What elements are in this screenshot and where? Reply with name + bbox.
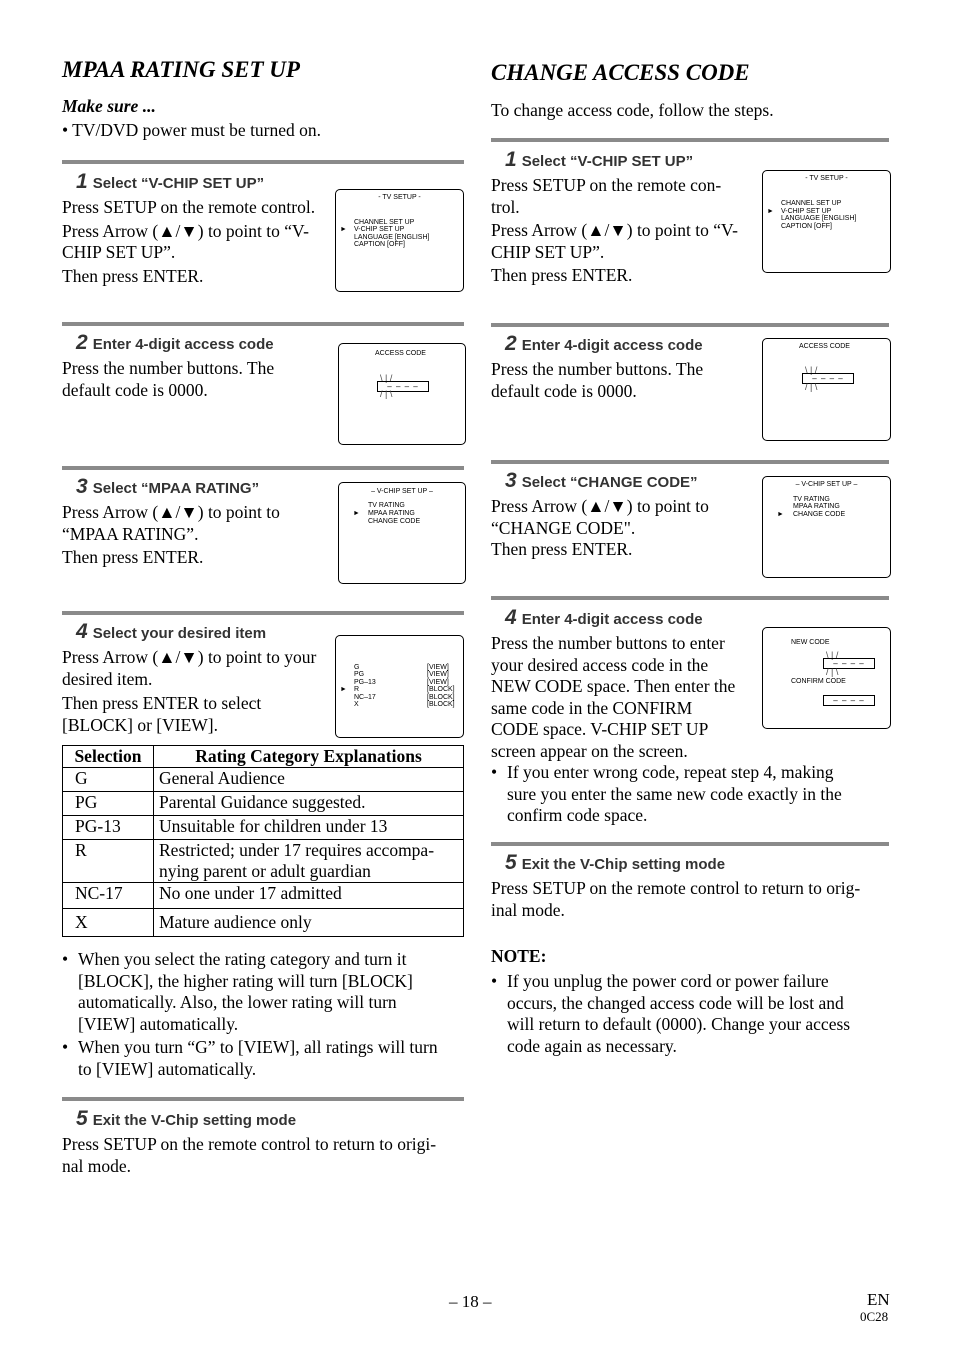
table-cell: Mature audience only [154, 909, 464, 937]
step-number: 1 [505, 148, 517, 171]
text-line: Then press ENTER. [491, 265, 633, 285]
menu-item: CHANNEL SET UP [781, 200, 842, 207]
table-cell: G [63, 768, 154, 792]
rating-table [62, 745, 464, 937]
step-heading [505, 148, 693, 172]
step-title: Select “CHANGE CODE” [521, 474, 698, 491]
step-divider [62, 322, 464, 326]
step-number: 5 [505, 851, 517, 874]
menu-item: MPAA RATING [793, 503, 840, 510]
pointer-icon: ► [777, 511, 784, 518]
text-line: your desired access code in the [491, 654, 709, 675]
rating-item: PG [354, 671, 365, 678]
step-title: Exit the V-Chip setting mode [92, 1112, 297, 1129]
step-heading [76, 620, 266, 644]
text-line: [BLOCK], the higher rating will turn [BLOCK] [78, 970, 413, 991]
new-code-screen [762, 627, 891, 729]
rating-value: [BLOCK] [427, 686, 455, 693]
intro-text: To change access code, follow the steps. [491, 100, 774, 120]
screen-title: - TV SETUP - [378, 194, 421, 201]
step-number: 1 [76, 170, 88, 193]
pointer-icon: ► [340, 226, 347, 233]
table-cell: Unsuitable for children under 13 [154, 816, 464, 840]
text-line: CHIP SET UP”. [491, 241, 605, 262]
rating-item: NC–17 [354, 694, 376, 701]
text-line: Press Arrow (▲/▼) to point to [491, 496, 709, 516]
blink-icon: / | \ [380, 389, 393, 399]
text-line: Press the number buttons. The [62, 358, 275, 378]
text-line: If you enter wrong code, repeat step 4, making [507, 762, 834, 782]
text-line: Press the number buttons to enter [491, 633, 725, 653]
step-heading [505, 851, 725, 875]
text-line: automatically. Also, the lower rating will turn [78, 992, 397, 1012]
text-line: code again as necessary. [507, 1035, 677, 1056]
note-title: NOTE: [491, 946, 547, 966]
text-line: desired item. [62, 668, 153, 689]
step-title: Enter 4-digit access code [521, 611, 703, 628]
blink-icon: / | \ [805, 382, 818, 392]
table-cell: No one under 17 admitted [154, 883, 464, 909]
table-row [63, 816, 464, 840]
text-line: “MPAA RATING”. [62, 523, 199, 544]
section-title-mpaa: MPAA RATING SET UP [62, 57, 300, 82]
bullet-item [62, 1037, 467, 1083]
text-line: Press SETUP on the remote control to return to origi- [62, 1134, 437, 1154]
menu-item: LANGUAGE [ENGLISH] [781, 215, 857, 222]
table-header: Selection [63, 746, 154, 768]
text-line: When you turn “G” to [VIEW], all ratings will turn [78, 1037, 438, 1057]
step-title: Select “MPAA RATING” [92, 480, 260, 497]
table-cell: X [63, 909, 154, 937]
text-line: Then press ENTER. [62, 547, 204, 567]
table-row [63, 768, 464, 792]
text-line: If you unplug the power cord or power failure [507, 971, 829, 991]
menu-item: LANGUAGE [ENGLISH] [354, 234, 430, 241]
new-code-box: – – – – [823, 658, 875, 669]
text-line: will return to default (0000). Change your access [507, 1014, 851, 1034]
text-line: Then press ENTER to select [62, 693, 262, 713]
step-text [491, 359, 759, 402]
table-row [63, 909, 464, 937]
screen-title: – V-CHIP SET UP – [371, 488, 433, 495]
table-cell: NC-17 [63, 883, 154, 909]
text-line: occurs, the changed access code will be lost and [507, 992, 844, 1013]
cell-line: Restricted; under 17 requires accompa- [159, 840, 435, 860]
bullet-item [491, 762, 886, 828]
step-text [62, 502, 332, 569]
table-row [63, 792, 464, 816]
step-text [491, 175, 759, 287]
step-divider [491, 460, 889, 464]
tv-setup-screen [762, 170, 891, 273]
step-divider [62, 1097, 464, 1101]
screen-title: – V-CHIP SET UP – [795, 481, 858, 488]
step-title: Enter 4-digit access code [521, 337, 703, 354]
step-divider [62, 160, 464, 164]
table-header-row [63, 746, 464, 768]
text-line: Press SETUP on the remote control. [62, 197, 316, 217]
text-line: Press SETUP on the remote con- [491, 175, 722, 195]
bullet-glyph: • [491, 971, 498, 991]
step-number: 4 [76, 620, 88, 643]
blink-icon: \ | / [805, 365, 818, 375]
table-header: Rating Category Explanations [154, 746, 464, 768]
bullet-item [62, 949, 467, 1039]
cell-line: nying parent or adult guardian [159, 861, 371, 881]
pointer-icon: ► [767, 208, 774, 215]
menu-item: CAPTION [OFF] [781, 223, 832, 230]
step-divider [491, 323, 889, 327]
step-divider [62, 611, 464, 615]
bullet-glyph: • [62, 949, 69, 969]
menu-item: CHANGE CODE [368, 518, 421, 525]
text-line: Then press ENTER. [62, 265, 204, 286]
rating-value: [VIEW] [427, 671, 449, 678]
step-heading [76, 331, 274, 355]
menu-item: CAPTION [OFF] [354, 241, 405, 248]
confirm-code-box: – – – – [823, 695, 875, 706]
step-title: Select “V-CHIP SET UP” [521, 153, 694, 170]
text-line: default code is 0000. [491, 380, 637, 401]
bullet-glyph: • [62, 1037, 69, 1057]
step-number: 3 [76, 475, 88, 498]
table-cell: PG [63, 792, 154, 816]
step-text [62, 197, 337, 287]
access-code-screen [762, 338, 891, 441]
step-heading [505, 469, 698, 493]
menu-item: CHANGE CODE [793, 511, 846, 518]
step-title: Select your desired item [92, 625, 267, 642]
text-line: inal mode. [491, 899, 565, 920]
step-number: 2 [505, 332, 517, 355]
screen-title: - TV SETUP - [805, 175, 848, 182]
vchip-setup-screen [762, 476, 891, 578]
step-heading [505, 606, 703, 630]
rating-value: [VIEW] [427, 664, 449, 671]
blink-icon: \ | / [380, 373, 393, 383]
step-text [62, 358, 332, 401]
screen-title: ACCESS CODE [375, 350, 426, 357]
table-cell [154, 840, 464, 883]
page-number: – 18 – [449, 1292, 492, 1311]
rating-item: R [354, 686, 360, 693]
doc-code: 0C28 [860, 1309, 889, 1324]
step-title: Enter 4-digit access code [92, 336, 274, 353]
step-number: 3 [505, 469, 517, 492]
step-text [491, 633, 759, 762]
step-title: Select “V-CHIP SET UP” [92, 175, 265, 192]
section-title-change-code: CHANGE ACCESS CODE [491, 60, 750, 85]
text-line: default code is 0000. [62, 379, 208, 400]
text-line: nal mode. [62, 1155, 132, 1176]
text-line: same code in the CONFIRM [491, 697, 693, 718]
new-code-label: NEW CODE [791, 639, 830, 646]
step-divider [491, 842, 889, 846]
menu-item: TV RATING [368, 502, 405, 509]
step-divider [491, 138, 889, 142]
table-cell: Parental Guidance suggested. [154, 792, 464, 816]
step-text [62, 647, 337, 736]
table-row [63, 883, 464, 909]
text-line: confirm code space. [507, 805, 648, 825]
blink-icon: \ | / [826, 650, 839, 660]
text-line: “CHANGE CODE". [491, 517, 636, 538]
screen-title: ACCESS CODE [799, 343, 850, 350]
text-line: Press SETUP on the remote control to return to orig- [491, 878, 861, 898]
text-line: screen appear on the screen. [491, 740, 688, 761]
menu-item: MPAA RATING [368, 510, 415, 517]
text-line: CODE space. V-CHIP SET UP [491, 719, 709, 739]
step-heading [76, 475, 259, 499]
rating-value: [BLOCK] [427, 694, 455, 701]
text-line: When you select the rating category and turn it [78, 949, 407, 969]
code-entry-box: – – – – [377, 381, 429, 392]
rating-item: X [354, 701, 359, 708]
blink-icon: / | \ [826, 667, 839, 677]
step-number: 5 [76, 1107, 88, 1130]
menu-item: V-CHIP SET UP [354, 226, 405, 233]
step-heading [76, 170, 264, 194]
text-line: to [VIEW] automatically. [78, 1058, 257, 1079]
step-heading [76, 1107, 296, 1131]
text-line: CHIP SET UP”. [62, 242, 176, 262]
pointer-icon: ► [340, 686, 347, 693]
text-line: Press the number buttons. The [491, 359, 704, 379]
pointer-icon: ► [353, 510, 360, 517]
rating-value: [VIEW] [427, 679, 449, 686]
step-text [491, 496, 759, 561]
menu-item: V-CHIP SET UP [781, 208, 832, 215]
make-sure-item: • TV/DVD power must be turned on. [62, 120, 322, 140]
table-cell: General Audience [154, 768, 464, 792]
bullet-glyph: • [491, 762, 498, 782]
text-line: Then press ENTER. [491, 539, 633, 559]
table-row [63, 840, 464, 883]
make-sure-label: Make sure ... [62, 96, 156, 116]
step-divider [62, 466, 464, 470]
table-cell: PG-13 [63, 816, 154, 840]
step-text [62, 1134, 467, 1177]
table-cell: R [63, 840, 154, 883]
access-code-screen [338, 343, 466, 445]
rating-value: [BLOCK] [427, 701, 455, 708]
text-line: Press Arrow (▲/▼) to point to [62, 502, 280, 522]
rating-item: G [354, 664, 360, 671]
tv-setup-screen [335, 189, 464, 292]
language-code: EN [867, 1290, 890, 1309]
step-divider [491, 596, 889, 600]
menu-item: CHANNEL SET UP [354, 219, 415, 226]
note-bullet [491, 971, 886, 1059]
text-line: trol. [491, 196, 520, 217]
step-number: 4 [505, 606, 517, 629]
ratings-screen [335, 635, 464, 738]
text-line: Press Arrow (▲/▼) to point to “V- [491, 220, 738, 240]
rating-item: PG–13 [354, 679, 376, 686]
confirm-code-label: CONFIRM CODE [791, 678, 846, 685]
vchip-setup-screen [338, 482, 466, 584]
step-number: 2 [76, 331, 88, 354]
step-title: Exit the V-Chip setting mode [521, 856, 726, 873]
text-line: Press Arrow (▲/▼) to point to your [62, 647, 317, 667]
step-text [491, 878, 889, 921]
text-line: sure you enter the same new code exactly in the [507, 783, 842, 804]
text-line: Press Arrow (▲/▼) to point to “V- [62, 220, 309, 241]
menu-item: TV RATING [793, 496, 830, 503]
step-heading [505, 332, 703, 356]
text-line: [BLOCK] or [VIEW]. [62, 714, 218, 735]
code-entry-box: – – – – [802, 373, 854, 384]
text-line: [VIEW] automatically. [78, 1013, 239, 1034]
text-line: NEW CODE space. Then enter the [491, 676, 736, 696]
